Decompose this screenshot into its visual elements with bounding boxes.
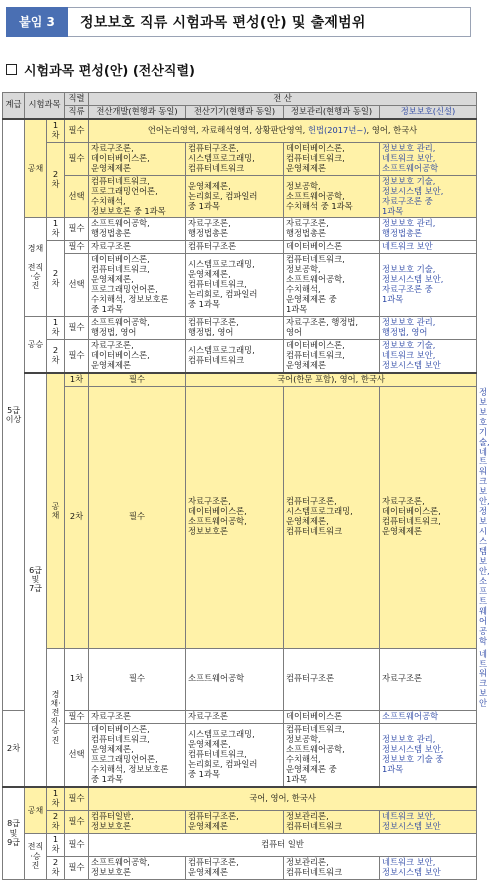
round-2: 2차 — [47, 339, 65, 372]
seontaek-label: 선택 — [65, 254, 89, 317]
cell: 자료구조론, 행정법총론 — [284, 218, 380, 241]
header-jeonsan: 전 산 — [89, 93, 477, 106]
table-row — [3, 241, 477, 254]
table-row — [3, 142, 477, 175]
type-gyeongje-5: 경채 전직·승진 — [25, 218, 47, 317]
cell: 운영체제론, 논리회로, 컴파일러 중 1과목 — [186, 175, 284, 218]
cell: 시스템프로그래밍, 운영체제론, 컴퓨터네트워크, 논리회로, 컴파일러 중 1과목 — [186, 724, 284, 787]
table-row: 2차 필수 자료구조론, 데이터베이스론, 소프트웨어공학, 정보보호론 컴퓨터구조론, 시스템프로그래밍, 운영체제론, 컴퓨터네트워크 자료구조론, 데이터베이스론, 컴퓨터네트워크, 운영체제론 정보보호 기술, 네트워크 보안, 정보시스템 보안, 소프트웨어공학 — [3, 386, 477, 648]
round-1: 1차 — [65, 648, 89, 711]
table-row — [3, 810, 477, 833]
header-col-security: 정보보호(신설) — [380, 105, 477, 118]
cell: 소프트웨어공학, 정보보호론 — [89, 856, 186, 879]
seontaek-label: 선택 — [65, 724, 89, 787]
cell: 컴퓨터구조론, 운영체제론 — [186, 810, 284, 833]
exam-subject-table-wrapper — [2, 92, 490, 880]
pilsu-label: 필수 — [65, 142, 89, 175]
round-1: 1차 — [47, 787, 65, 810]
subjects-67-gongche-1: 국어(한문 포함), 영어, 한국사 — [186, 373, 477, 386]
pilsu-label: 필수 — [65, 218, 89, 241]
type-gyeongje-67: 경채·전직·승진 — [47, 648, 65, 787]
cell: 시스템프로그래밍, 운영체제론, 컴퓨터네트워크, 논리회로, 컴파일러 중 1과목 — [186, 254, 284, 317]
cell: 데이터베이스론, 컴퓨터네트워크, 운영체제론, 프로그래밍언어론, 수치해석, 정보보호론 중 1과목 — [89, 724, 186, 787]
cell: 정보보호 관리, 정보시스템 보안, 정보보호 기술 중 1과목 — [380, 724, 477, 787]
round-2: 2차 — [47, 241, 65, 317]
pilsu-label: 필수 — [65, 810, 89, 833]
table-row — [3, 339, 477, 372]
grade-67: 6급 및 7급 — [25, 373, 47, 787]
pilsu-label: 필수 — [65, 241, 89, 254]
cell: 데이터베이스론, 컴퓨터네트워크, 운영체제론, 프로그래밍언어론, 수치해석, 정보보호론 중 1과목 — [89, 254, 186, 317]
round-2: 2차 — [47, 856, 65, 879]
pilsu-label: 필수 — [65, 317, 89, 340]
header-col-hw: 전산기기(현행과 동일) — [186, 105, 284, 118]
exam-subject-table — [2, 92, 490, 880]
cell: 자료구조론 — [186, 711, 284, 724]
table-header-row-1 — [3, 93, 477, 106]
grade-5: 5급 이상 — [3, 119, 25, 711]
cell: 소프트웨어공학, 행정법총론 — [89, 218, 186, 241]
round-2: 2차 — [47, 810, 65, 833]
table-row — [3, 175, 477, 218]
pilsu-label: 필수 — [89, 648, 186, 711]
round-1: 1차 — [47, 119, 65, 142]
type-gongseung-5: 공승 — [25, 317, 47, 373]
type-gongche-89: 공채 — [25, 787, 47, 833]
cell: 소프트웨어공학 — [380, 711, 477, 724]
header-col-info: 정보관리(현행과 동일) — [284, 105, 380, 118]
cell: 자료구조론, 데이터베이스론, 운영체제론 — [89, 142, 186, 175]
round-2: 2차 — [65, 386, 89, 648]
cell: 소프트웨어공학, 행정법, 영어 — [89, 317, 186, 340]
cell: 정보공학, 소프트웨어공학, 수치해석 중 1과목 — [284, 175, 380, 218]
cell: 컴퓨터구조론, 운영체제론 — [186, 856, 284, 879]
cell: 정보보호 관리, 행정법총론 — [380, 218, 477, 241]
cell: 시스템프로그래밍, 컴퓨터네트워크 — [186, 339, 284, 372]
table-row: 경채·전직·승진 1차 필수 소프트웨어공학 컴퓨터구조론 자료구조론 네트워크 보안 — [3, 648, 477, 711]
cell: 컴퓨터네트워크, 프로그래밍언어론, 수치해석, 정보보호론 중 1과목 — [89, 175, 186, 218]
table-row — [3, 856, 477, 879]
pilsu-label: 필수 — [89, 386, 186, 648]
pilsu-label: 필수 — [65, 833, 89, 856]
type-gongche-67: 공채 — [47, 373, 65, 648]
subjects-89-gongche-1: 국어, 영어, 한국사 — [89, 787, 477, 810]
pilsu-label: 필수 — [65, 339, 89, 372]
pilsu-label: 필수 — [65, 711, 89, 724]
subjects-89-jeonjik-1: 컴퓨터 일반 — [89, 833, 477, 856]
subjects-5-gongche-1: 언어논리영역, 자료해석영역, 상황판단영역, 헌법(2017년~), 영어, 한국사 — [89, 119, 477, 142]
cell: 네트워크 보안, 정보시스템 보안 — [380, 810, 477, 833]
header-exam: 시험과목 — [25, 93, 65, 119]
cell: 정보보호 기술, 네트워크 보안, 정보시스템 보안 — [380, 339, 477, 372]
pilsu-label: 필수 — [65, 119, 89, 142]
table-row — [3, 833, 477, 856]
cell: 컴퓨터네트워크, 정보공학, 소프트웨어공학, 수치해석, 운영체제론 중 1과목 — [284, 254, 380, 317]
cell: 자료구조론, 데이터베이스론, 소프트웨어공학, 정보보호론 — [186, 386, 284, 648]
cell: 정보보호 관리, 행정법, 영어 — [380, 317, 477, 340]
cell: 컴퓨터구조론 — [284, 648, 380, 711]
table-row — [3, 373, 477, 386]
table-row — [3, 317, 477, 340]
cell: 컴퓨터구조론, 시스템프로그래밍, 운영체제론, 컴퓨터네트워크 — [284, 386, 380, 648]
header-box — [6, 7, 471, 37]
cell: 자료구조론 — [89, 711, 186, 724]
header-jikryu: 직류 — [65, 105, 89, 118]
section-title-text: 시험과목 편성(안) (전산직렬) — [24, 64, 195, 79]
cell: 자료구조론 — [380, 648, 477, 711]
pilsu-label: 필수 — [65, 787, 89, 810]
cell: 자료구조론 — [89, 241, 186, 254]
attachment-badge: 붙임 3 — [6, 7, 68, 37]
square-bullet-icon — [6, 64, 17, 75]
cell: 소프트웨어공학 — [186, 648, 284, 711]
type-gongche-5: 공채 — [25, 119, 47, 218]
cell: 자료구조론, 행정법, 영어 — [284, 317, 380, 340]
table-header-row-2 — [3, 105, 477, 118]
cell: 컴퓨터구조론, 행정법, 영어 — [186, 317, 284, 340]
header-col-dev: 전산개발(현행과 동일) — [89, 105, 186, 118]
table-row — [3, 119, 477, 142]
cell: 네트워크 보안, 정보시스템 보안 — [380, 856, 477, 879]
header-jikryeol: 직렬 — [65, 93, 89, 106]
cell: 자료구조론, 데이터베이스론, 컴퓨터네트워크, 운영체제론 — [380, 386, 477, 648]
seontaek-label: 선택 — [65, 175, 89, 218]
cell: 데이터베이스론 — [284, 711, 380, 724]
cell: 정보보호 기술, 정보시스템 보안, 자료구조론 중 1과목 — [380, 175, 477, 218]
table-row — [3, 218, 477, 241]
cell: 데이터베이스론, 컴퓨터네트워크, 운영체제론 — [284, 142, 380, 175]
type-jeonjik-89: 전직·승진 — [25, 833, 47, 879]
header-grade: 계급 — [3, 93, 25, 119]
cell: 데이터베이스론, 컴퓨터네트워크, 운영체제론 — [284, 339, 380, 372]
cell: 컴퓨터네트워크, 정보공학, 소프트웨어공학, 수치해석, 운영체제론 중 1과목 — [284, 724, 380, 787]
round-2: 2차 — [3, 711, 25, 787]
cell: 자료구조론, 데이터베이스론, 운영체제론 — [89, 339, 186, 372]
table-row — [3, 711, 477, 724]
cell: 정보관리론, 컴퓨터네트워크 — [284, 856, 380, 879]
pilsu-label: 필수 — [65, 856, 89, 879]
cell: 데이터베이스론 — [284, 241, 380, 254]
cell: 정보보호 관리, 네트워크 보안, 소프트웨어공학 — [380, 142, 477, 175]
cell: 정보보호 기술, 정보시스템 보안, 자료구조론 중 1과목 — [380, 254, 477, 317]
cell: 컴퓨터일반, 정보보호론 — [89, 810, 186, 833]
table-row — [3, 787, 477, 810]
round-1: 1차 — [47, 317, 65, 340]
document-title: 정보보호 직류 시험과목 편성(안) 및 출제범위 — [80, 15, 366, 31]
pilsu-label: 필수 — [89, 373, 186, 386]
round-1: 1차 — [65, 373, 89, 386]
cell: 네트워크 보안 — [380, 241, 477, 254]
cell: 자료구조론, 행정법총론 — [186, 218, 284, 241]
grade-89: 8급 및 9급 — [3, 787, 25, 879]
cell: 컴퓨터구조론, 시스템프로그래밍, 컴퓨터네트워크 — [186, 142, 284, 175]
round-1: 1차 — [47, 833, 65, 856]
cell: 컴퓨터구조론 — [186, 241, 284, 254]
section-heading — [6, 60, 195, 79]
round-2: 2차 — [47, 142, 65, 218]
cell: 정보관리론, 컴퓨터네트워크 — [284, 810, 380, 833]
round-1: 1차 — [47, 218, 65, 241]
